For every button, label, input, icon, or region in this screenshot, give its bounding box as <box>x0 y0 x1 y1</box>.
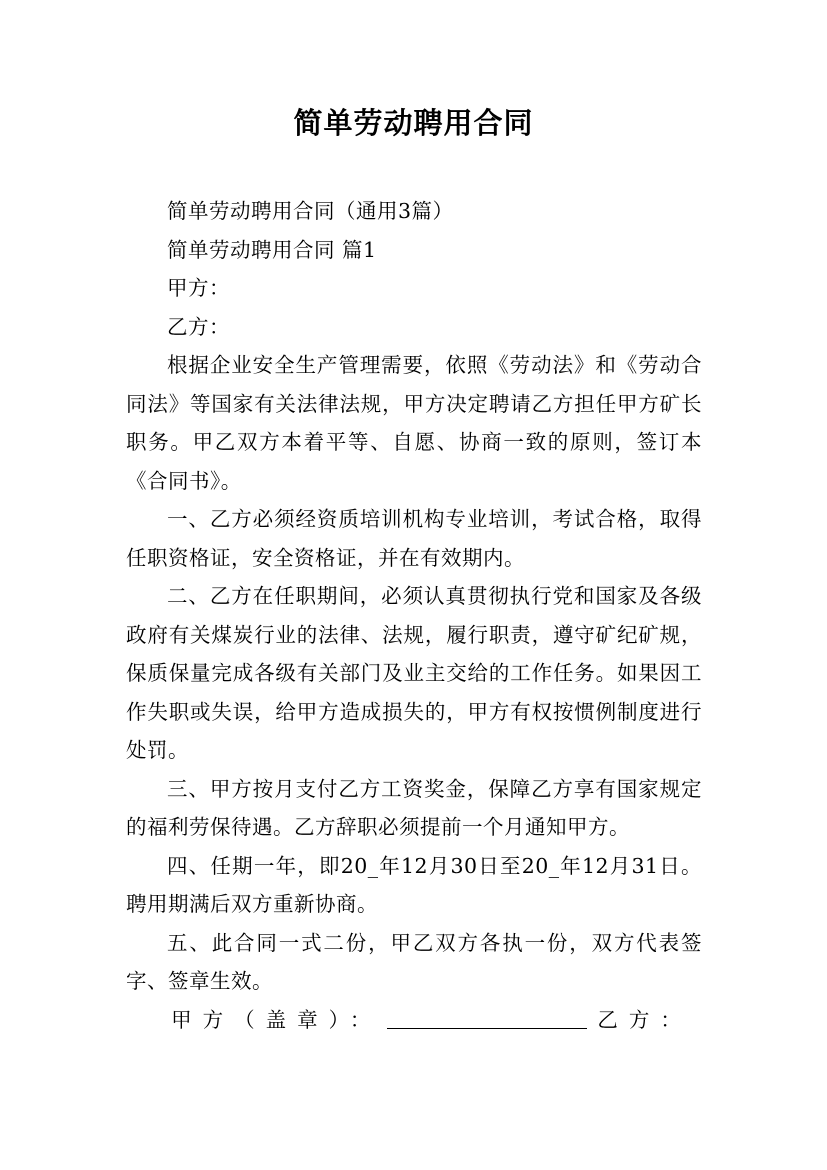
preamble-paragraph: 根据企业安全生产管理需要，依照《劳动法》和《劳动合同法》等国家有关法律法规，甲方决定聘请乙方担任甲方矿长职务。甲乙双方本着平等、自愿、协商一致的原则，签订本《合同书》。 <box>126 353 702 493</box>
party-a-seal-label: 甲方（盖章）： <box>171 1007 382 1032</box>
party-b-seal-label: 乙方： <box>597 1007 692 1032</box>
subtitle-general: 简单劳动聘用合同（通用3篇） <box>167 199 454 223</box>
party-a-line: 甲方： <box>167 276 230 300</box>
section-heading: 简单劳动聘用合同 篇1 <box>167 237 377 262</box>
document-body <box>126 192 702 1039</box>
clause-1: 一、乙方必须经资质培训机构专业培训，考试合格，取得任职资格证，安全资格证，并在有效期内。 <box>126 507 702 570</box>
clause-4: 四、任期一年，即20_年12月30日至20_年12月31日。聘用期满后双方重新协商。 <box>126 853 702 916</box>
clause-2: 二、乙方在任职期间，必须认真贯彻执行党和国家及各级政府有关煤炭行业的法律、法规，履行职责，遵守矿纪矿规，保质保量完成各级有关部门及业主交给的工作任务。如果因工作失职或失误，给甲方造成损失的，甲方有权按惯例制度进行处罚。 <box>126 584 702 762</box>
party-b-line: 乙方： <box>167 314 230 339</box>
document-title: 简单劳动聘用合同 <box>293 106 534 140</box>
signature-blank <box>387 1006 587 1029</box>
clause-5: 五、此合同一式二份，甲乙双方各执一份，双方代表签字、签章生效。 <box>126 930 702 993</box>
clause-3: 三、甲方按月支付乙方工资奖金，保障乙方享有国家规定的福利劳保待遇。乙方辞职必须提前一个月通知甲方。 <box>126 776 702 839</box>
signature-line <box>126 1001 702 1040</box>
